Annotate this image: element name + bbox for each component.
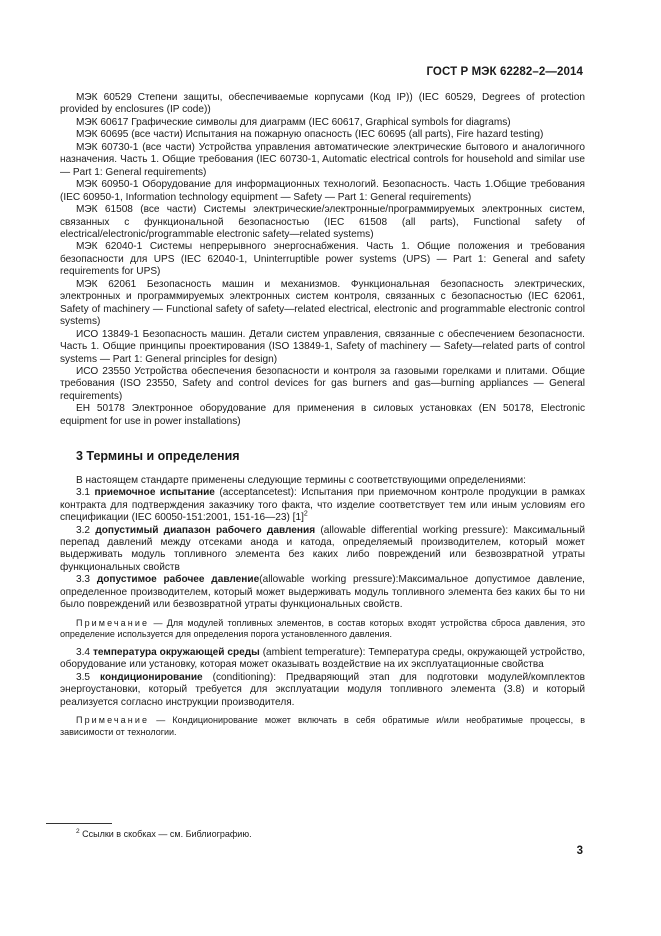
term-name: допустимый диапазон рабочего давления: [95, 524, 316, 536]
reference-item: ЕН 50178 Электронное оборудование для применения в силовых установках (EN 50178, Electronic equipment for use in power installations): [60, 403, 585, 427]
term-text: (ambient temperature): Температура среды, окружающей устройство, оборудование или установку, которая может оказывать воздействие на их эксплуатационные свойства: [60, 646, 585, 671]
term-number: 3.3: [76, 574, 91, 586]
term-definition: [60, 647, 585, 672]
term-text: (acceptancetest): Испытания при приемочном контроле продукции в рамках контракта для подтверждения заказчику того факта, что изделие соответствует тем или иным условиям его спецификации (IEC 60050-151:2001, 151-16—23) [1]: [60, 487, 585, 524]
note-text: — Для модулей топливных элементов, в состав которых входят устройства сброса давления, это определение используется для определения порога установленного давления.: [60, 617, 585, 640]
reference-item: МЭК 62040-1 Системы непрерывного энергоснабжения. Часть 1. Общие положения и требования безопасности для UPS (IEC 62040-1, Uninterruptible power systems (UPS) — Part 1: General and safety requirements for UPS): [60, 241, 585, 278]
term-number: 3.1: [76, 487, 91, 499]
term-definition: [60, 672, 585, 709]
reference-item: МЭК 62061 Безопасность машин и механизмов. Функциональная безопасность электрических, электронных и программируемых электронных систем контроля, связанных с безопасностью (IEC 62061, Safety of machinery — Functional safety of safety—related electrical, electronic and programmable electronic control systems): [60, 278, 585, 328]
term-number: 3.5: [76, 671, 91, 683]
reference-item: МЭК 60529 Степени защиты, обеспечиваемые корпусами (Код IP)) (IEC 60529, Degrees of protection provided by enclosures (IP code)): [60, 92, 585, 116]
section-intro: В настоящем стандарте применены следующие термины с соответствующими определениями:: [76, 474, 526, 486]
footnote-divider: [46, 823, 112, 824]
note-text: — Кондиционирование может включать в себя обратимые и/или необратимые процессы, в зависимости от технологии.: [60, 715, 585, 737]
term-number: 3.4: [76, 646, 91, 658]
footnote-text: Ссылки в скобках — см. Библиографию.: [79, 829, 252, 839]
note-label: Примечание: [76, 617, 150, 628]
note: [60, 715, 585, 738]
footnote: [76, 829, 252, 839]
page-body: [60, 92, 585, 744]
term-name: приемочное испытание: [94, 487, 215, 499]
term-name: кондиционирование: [100, 671, 203, 683]
term-definition: [60, 525, 585, 575]
term-name: допустимое рабочее давление: [96, 574, 260, 586]
footnote-mark: 2: [76, 828, 80, 835]
term-number: 3.2: [76, 524, 91, 536]
note: [60, 618, 585, 641]
term-name: температура окружающей среды: [92, 646, 260, 658]
term-text: (allowable differential working pressure): Максимальный перепад давлений между отсеками анода и катода, определяемый производителем, который может выдерживать модуль топливного элемента без каких либо повреждений или безвозвратной утраты функциональных свойств: [60, 524, 586, 573]
reference-item: ИСО 13849-1 Безопасность машин. Детали систем управления, связанные с обеспечением безопасности. Часть 1. Общие принципы проектирования (ISO 13849-1, Safety of machinery — Safety—related parts of control systems — Part 1: General principles for design): [60, 328, 585, 365]
reference-item: МЭК 60950-1 Оборудование для информационных технологий. Безопасность. Часть 1.Общие требования (IEC 60950-1, Information technology equipment — Safety — Part 1: General requirements): [60, 179, 585, 203]
page-number: 3: [576, 845, 583, 857]
term-definition: [60, 574, 585, 611]
reference-item: МЭК 60617 Графические символы для диаграмм (IEC 60617, Graphical symbols for diagrams): [76, 116, 511, 128]
reference-item: МЭК 60695 (все части) Испытания на пожарную опасность (IEC 60695 (all parts), Fire hazard testing): [76, 129, 544, 141]
reference-item: ИСО 23550 Устройства обеспечения безопасности и контроля за газовыми горелками и плитами. Общие требования (ISO 23550, Safety and control devices for gas burners and gas—burning appliances — General requirements): [60, 365, 585, 402]
section-title: 3 Термины и определения: [76, 449, 240, 464]
document-header: ГОСТ Р МЭК 62282–2—2014: [426, 66, 583, 78]
reference-item: МЭК 60730-1 (все части) Устройства управления автоматические электрические бытового и аналогичного назначения. Часть 1. Общие требования (IEC 60730-1, Automatic electrical controls for household and similar use — Part 1: General requirements): [60, 141, 585, 178]
note-label: Примечание: [76, 715, 150, 726]
term-text: (allowable working pressure):Максимальное допустимое давление, определенное производителем, который может выдерживать модуль топливного элемента без каких бы то ни было повреждений или безвозвратной утраты функциональных свойств.: [60, 574, 585, 611]
term-definition: [60, 487, 585, 524]
footnote-ref: 2: [303, 510, 308, 518]
term-text: (conditioning): Предваряющий этап для подготовки модулей/комплектов энергоустановки, который требуется для эксплуатации модуля топливного элемента (3.8) и который реализуется согласно инструкции производителя.: [60, 671, 585, 708]
reference-item: МЭК 61508 (все части) Системы электрические/электронные/программируемых электронных систем, связанных с функциональной безопасностью (IEC 61508 (all parts), Functional safety of electrical/electronic/programmable electronic safety—related systems): [60, 204, 585, 240]
